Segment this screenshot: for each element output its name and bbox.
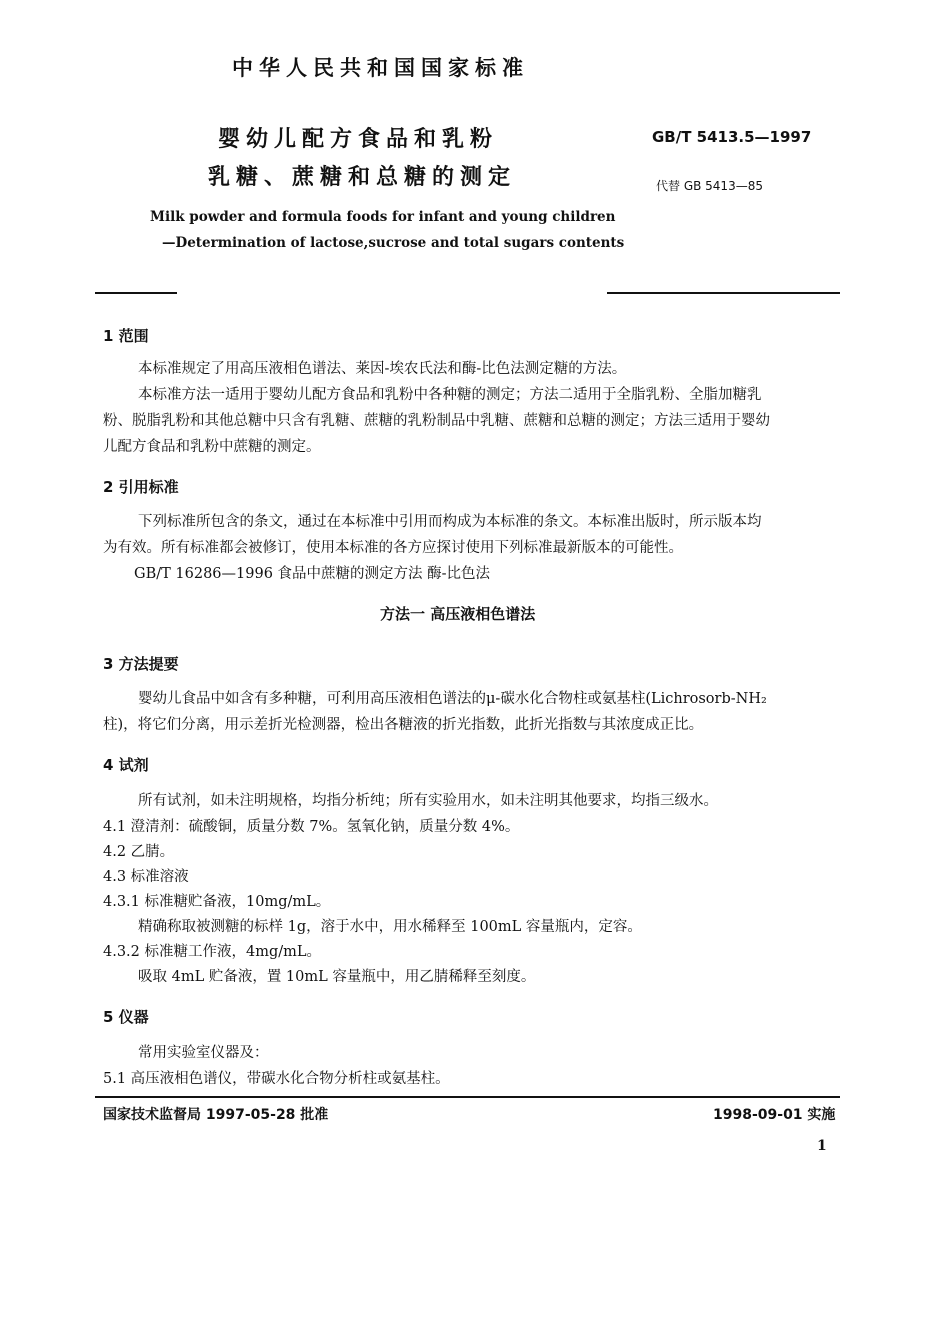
item-5-1: 5.1 高压液相色谱仪，带碳水化合物分析柱或氨基柱。	[103, 1071, 450, 1087]
approval-date: 国家技术监督局 1997-05-28 批准	[103, 1107, 329, 1123]
section-1-scope-line3: 儿配方食品和乳粉中蔗糖的测定。	[103, 439, 321, 455]
referenced-standard: GB/T 16286—1996 食品中蔗糖的测定方法 酶-比色法	[134, 566, 491, 582]
section-3-heading: 3 方法提要	[103, 655, 179, 673]
section-1-paragraph: 本标准规定了用高压液相色谱法、莱因-埃农氏法和酶-比色法测定糖的方法。	[138, 361, 627, 377]
item-4-3-2: 4.3.2 标准糖工作液，4mg/mL。	[103, 944, 322, 960]
item-4-3-1: 4.3.1 标准糖贮备液，10mg/mL。	[103, 894, 331, 910]
section-4-heading: 4 试剂	[103, 756, 149, 774]
national-standard-title: 中华人民共和国国家标准	[232, 56, 529, 80]
english-title-line1: Milk powder and formula foods for infant and young children	[150, 209, 616, 225]
section-1-scope-line2: 粉、脱脂乳粉和其他总糖中只含有乳糖、蔗糖的乳粉制品中乳糖、蔗糖和总糖的测定；方法三适用于婴幼	[103, 413, 770, 429]
document-title-line1: 婴幼儿配方食品和乳粉	[218, 126, 499, 152]
section-2-heading: 2 引用标准	[103, 478, 179, 496]
section-1-heading: 1 范围	[103, 327, 149, 345]
item-4-3: 4.3 标准溶液	[103, 869, 189, 885]
section-3-paragraph-line1: 婴幼儿食品中如含有多种糖，可利用高压液相色谱法的μ-碳水化合物柱或氨基柱(Lichrosorb-NH₂	[138, 691, 767, 707]
standard-number: GB/T 5413.5—1997	[652, 128, 812, 146]
section-4-paragraph: 所有试剂，如未注明规格，均指分析纯；所有实验用水，如未注明其他要求，均指三级水。	[138, 793, 718, 809]
section-5-heading: 5 仪器	[103, 1008, 149, 1026]
section-2-paragraph-line2: 为有效。所有标准都会被修订，使用本标准的各方应探讨使用下列标准最新版本的可能性。	[103, 540, 683, 556]
item-4-2: 4.2 乙腈。	[103, 844, 175, 860]
section-5-paragraph: 常用实验室仪器及：	[138, 1045, 269, 1061]
item-4-3-2-text: 吸取 4mL 贮备液，置 10mL 容量瓶中，用乙腈稀释至刻度。	[138, 969, 536, 985]
item-4-3-1-text: 精确称取被测糖的标样 1g，溶于水中，用水稀释至 100mL 容量瓶内，定容。	[138, 919, 642, 935]
implementation-date: 1998-09-01 实施	[713, 1107, 836, 1123]
replaces-standard: 代替 GB 5413—85	[656, 179, 763, 193]
document-title-line2: 乳糖、蔗糖和总糖的测定	[208, 164, 517, 190]
header-divider-right	[607, 292, 840, 294]
section-3-paragraph-line2: 柱)，将它们分离，用示差折光检测器，检出各糖液的折光指数，此折光指数与其浓度成正比。	[103, 717, 704, 733]
page-number: 1	[817, 1138, 827, 1154]
header-divider-left	[95, 292, 177, 294]
section-2-paragraph-line1: 下列标准所包含的条文，通过在本标准中引用而构成为本标准的条文。本标准出版时，所示版本均	[138, 514, 762, 530]
english-title-line2: —Determination of lactose,sucrose and total sugars contents	[162, 235, 625, 251]
method-1-title: 方法一 高压液相色谱法	[380, 605, 536, 623]
item-4-1: 4.1 澄清剂：硫酸铜，质量分数 7%。氢氧化钠，质量分数 4%。	[103, 819, 520, 835]
section-1-scope-line1: 本标准方法一适用于婴幼儿配方食品和乳粉中各种糖的测定；方法二适用于全脂乳粉、全脂加糖乳	[138, 387, 762, 403]
footer-divider	[95, 1096, 840, 1098]
